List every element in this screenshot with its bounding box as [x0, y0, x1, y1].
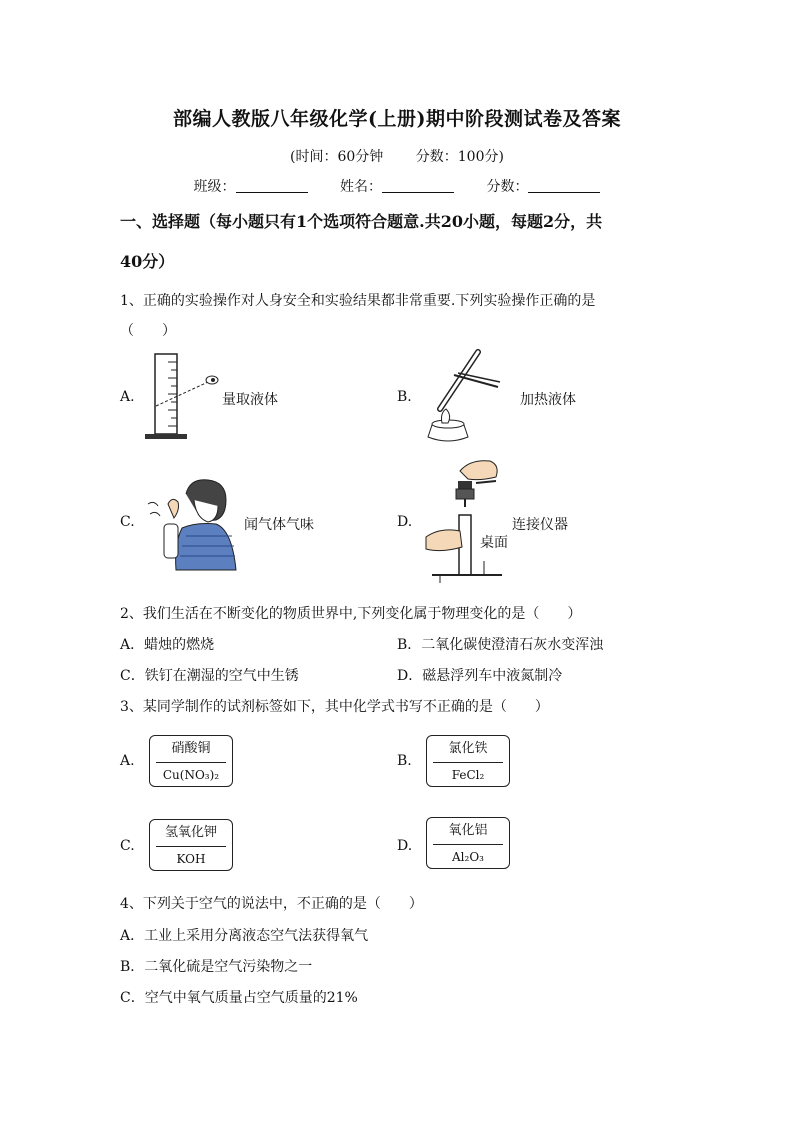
name-field [340, 176, 454, 196]
reagent-b-name: 氯化铁 [433, 736, 503, 763]
heating-test-tube-figure [418, 347, 518, 447]
reagent-d-formula: Al₂O₃ [452, 850, 484, 864]
q4-option-c[interactable]: C．空气中氧气质量占空气质量的21% [120, 990, 358, 1006]
q2-text: 2、我们生活在不断变化的物质世界中,下列变化属于物理变化的是（ ） [120, 606, 582, 622]
reagent-label-c [149, 819, 233, 871]
smelling-gas-figure [146, 474, 242, 574]
q1-option-a-letter[interactable]: A. [120, 389, 135, 405]
name-label: 姓名： [340, 179, 382, 195]
page-title: 部编人教版八年级化学(上册)期中阶段测试卷及答案 [173, 108, 621, 130]
connecting-apparatus-figure [420, 455, 510, 587]
q3-option-d-letter[interactable]: D. [397, 838, 413, 854]
q1-option-c-letter[interactable]: C. [120, 514, 135, 530]
q1-option-d-sublabel: 桌面 [480, 535, 508, 551]
q3-text: 3、某同学制作的试剂标签如下，其中化学式书写不正确的是（ ） [120, 699, 549, 715]
name-blank[interactable] [382, 178, 454, 193]
exam-time: (时间：60分钟 [290, 149, 384, 165]
q1-option-b-letter[interactable]: B. [397, 389, 412, 405]
q3-option-a-letter[interactable]: A. [120, 753, 135, 769]
section-heading [120, 202, 690, 282]
section-heading-line1: 一、选择题（每小题只有1个选项符合题意.共20小题，每题2分，共 [120, 212, 603, 231]
q2-option-b[interactable]: B．二氧化碳使澄清石灰水变浑浊 [397, 637, 604, 653]
q1-option-d-label: 连接仪器 [512, 517, 568, 533]
points-blank[interactable] [528, 178, 600, 193]
section-heading-line2: 40分） [120, 252, 175, 271]
q1-option-d-letter[interactable]: D. [397, 514, 413, 530]
class-blank[interactable] [236, 178, 308, 193]
exam-meta [0, 146, 794, 166]
q1-text: 1、正确的实验操作对人身安全和实验结果都非常重要.下列实验操作正确的是 [120, 293, 596, 309]
q4-option-a[interactable]: A．工业上采用分离液态空气法获得氧气 [120, 928, 369, 944]
q1-paren: （ ） [120, 323, 176, 339]
q1-option-c-label: 闻气体气味 [244, 517, 314, 533]
q3-option-b-letter[interactable]: B. [397, 753, 412, 769]
reagent-d-name: 氧化铝 [433, 818, 503, 845]
q2-option-d[interactable]: D．磁悬浮列车中液氮制冷 [397, 668, 563, 684]
class-label: 班级： [193, 179, 236, 195]
reagent-a-formula: Cu(NO₃)₂ [162, 768, 220, 782]
exam-score: 分数：100分) [415, 149, 504, 165]
reagent-label-b [426, 735, 510, 787]
reagent-b-formula: FeCl₂ [451, 768, 485, 782]
q4-text: 4、下列关于空气的说法中，不正确的是（ ） [120, 896, 423, 912]
reagent-c-formula: KOH [176, 852, 206, 866]
q2-option-a[interactable]: A．蜡烛的燃烧 [120, 637, 215, 653]
points-label: 分数： [486, 179, 529, 195]
q4-option-b[interactable]: B．二氧化硫是空气污染物之一 [120, 959, 313, 975]
reagent-c-name: 氢氧化钾 [156, 820, 226, 847]
q1-option-b-label: 加热液体 [520, 392, 576, 408]
student-info [0, 176, 794, 196]
q2-option-c[interactable]: C．铁钉在潮湿的空气中生锈 [120, 668, 299, 684]
points-field [486, 176, 600, 196]
reagent-a-name: 硝酸铜 [156, 736, 226, 763]
q3-option-c-letter[interactable]: C. [120, 838, 135, 854]
class-field [194, 176, 308, 196]
reagent-label-d [426, 817, 510, 869]
graduated-cylinder-figure [140, 350, 230, 442]
q1-option-a-label: 量取液体 [222, 392, 278, 408]
reagent-label-a [149, 735, 233, 787]
